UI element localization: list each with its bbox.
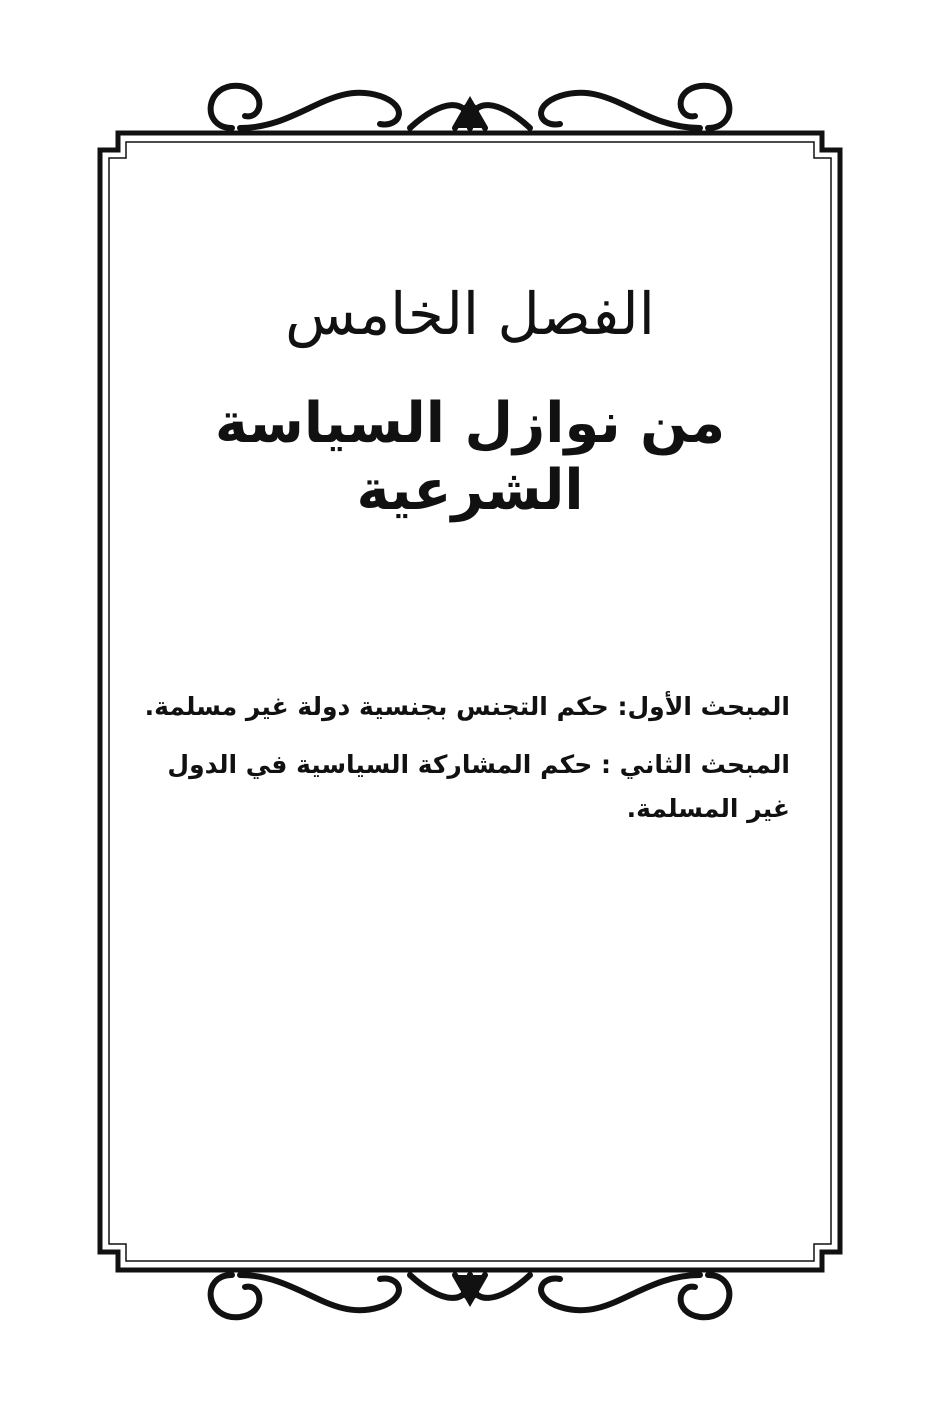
scroll-ornament-icon (211, 1275, 730, 1317)
section-text: حكم التجنس بجنسية دولة غير مسلمة. (144, 692, 609, 721)
chapter-heading-block (130, 280, 810, 524)
section-list (140, 685, 790, 844)
section-item (140, 743, 790, 831)
chapter-title: من نوازل السياسة الشرعية (214, 390, 726, 523)
scroll-ornament-icon (211, 86, 730, 128)
section-item (140, 685, 790, 729)
section-heading: المبحث الأول: (617, 692, 790, 721)
section-heading: المبحث الثاني : (600, 749, 790, 779)
chapter-label: الفصل الخامس (285, 280, 655, 348)
section-text: حكم المشاركة السياسية في الدول غير المسلمة. (167, 749, 790, 823)
